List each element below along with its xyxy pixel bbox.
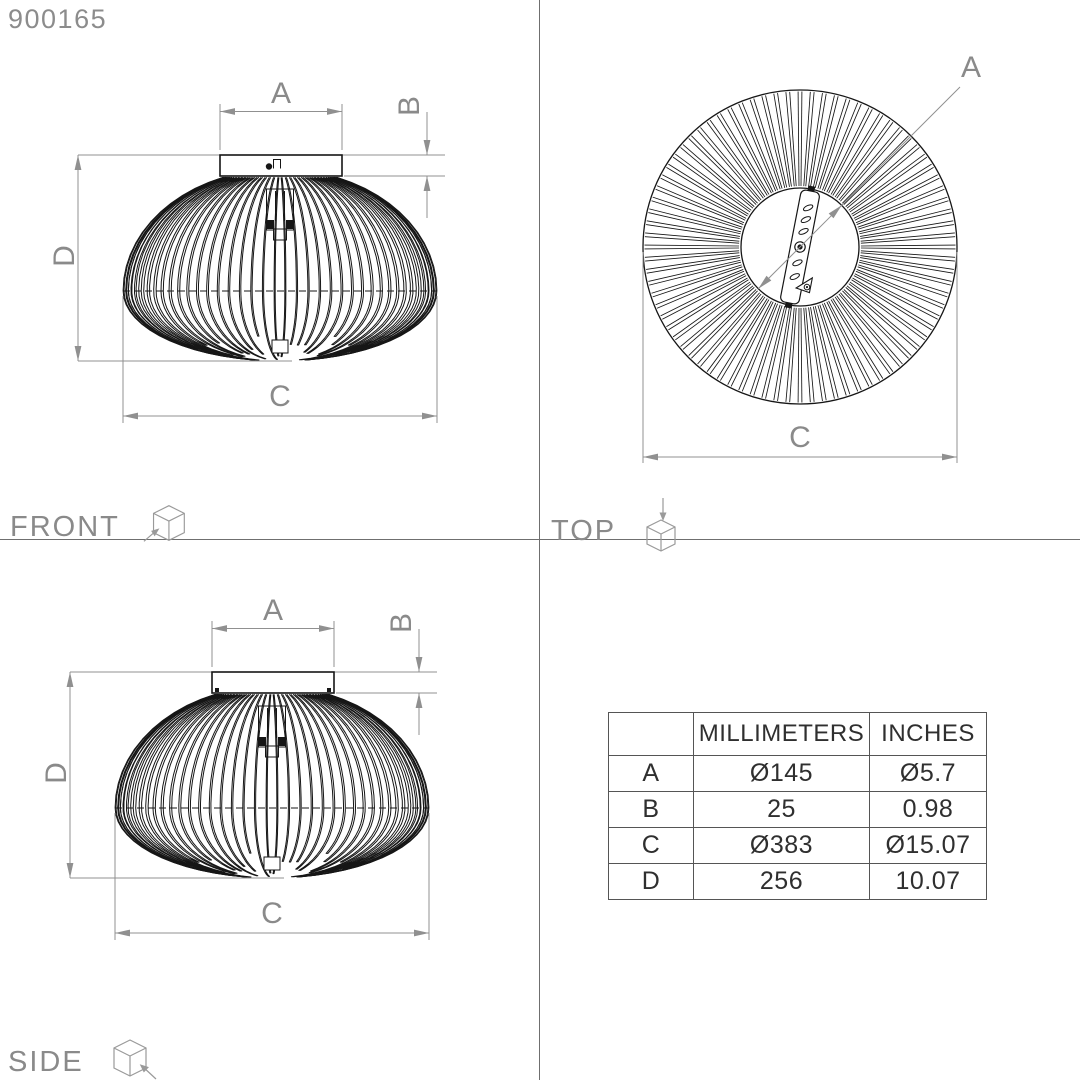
value-inches: 0.98 [870, 792, 987, 828]
dimension-label-c: C [269, 380, 291, 413]
value-millimeters: 256 [694, 864, 870, 900]
table-row-b [609, 792, 987, 828]
dimension-label-a: A [960, 51, 982, 84]
dimension-letter: B [609, 792, 694, 828]
front-view-drawing [0, 0, 540, 540]
dimension-label-a: A [262, 594, 284, 627]
dimension-label-d: D [48, 245, 81, 267]
dimension-label-c: C [261, 897, 283, 930]
dimension-letter: D [609, 864, 694, 900]
table-row-d [609, 864, 987, 900]
side-view-label: SIDE [8, 1045, 84, 1078]
dimension-label-b: B [385, 612, 418, 634]
dimension-letter: C [609, 828, 694, 864]
dimension-label-b: B [393, 95, 426, 117]
side-view-drawing [0, 540, 540, 1080]
dimension-label-d: D [40, 762, 73, 784]
dimensions-table [608, 712, 987, 900]
value-inches: Ø5.7 [870, 756, 987, 792]
front-view-caption [10, 498, 192, 556]
value-millimeters: Ø383 [694, 828, 870, 864]
cube-top-arrow-icon [638, 498, 684, 564]
dimension-letter: A [609, 756, 694, 792]
value-millimeters: 25 [694, 792, 870, 828]
cube-front-arrow-icon [142, 498, 192, 556]
table-corner-cell [609, 713, 694, 756]
table-row-a [609, 756, 987, 792]
value-inches: Ø15.07 [870, 828, 987, 864]
dimension-label-a: A [270, 77, 292, 110]
table-header-row [609, 713, 987, 756]
value-inches: 10.07 [870, 864, 987, 900]
front-view-label: FRONT [10, 510, 120, 543]
cube-side-arrow-icon [106, 1032, 158, 1080]
table-header-inches: INCHES [870, 713, 987, 756]
table-row-c [609, 828, 987, 864]
product-code: 900165 [8, 4, 108, 34]
side-view-caption [8, 1032, 158, 1080]
value-millimeters: Ø145 [694, 756, 870, 792]
top-view-drawing [540, 0, 1080, 540]
dimension-label-c: C [789, 421, 811, 454]
table-header-millimeters: MILLIMETERS [694, 713, 870, 756]
top-view-label: TOP [551, 514, 617, 547]
top-view-caption [551, 498, 684, 564]
